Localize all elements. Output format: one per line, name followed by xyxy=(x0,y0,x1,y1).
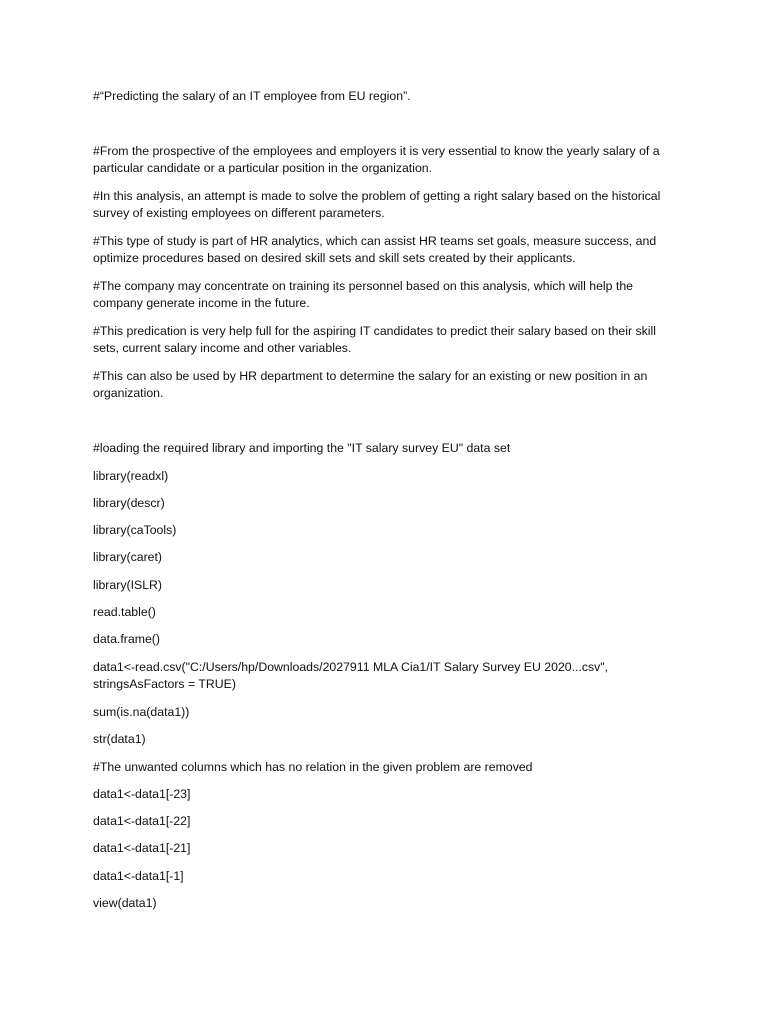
code-line: library(caret) xyxy=(93,550,163,564)
code-comment: #loading the required library and importing the "IT salary survey EU" data set xyxy=(93,441,511,455)
code-line: library(readxl) xyxy=(93,469,169,483)
code-line: library(descr) xyxy=(93,496,165,510)
code-line: view(data1) xyxy=(93,896,157,910)
intro-paragraph: #The company may concentrate on training its personnel based on this analysis, which will help the company generate income in the future. xyxy=(93,279,633,310)
code-line: read.table() xyxy=(93,605,156,619)
intro-paragraph: #This type of study is part of HR analytics, which can assist HR teams set goals, measure success, and optimize procedures based on desired skill sets and skill sets created by their applicants. xyxy=(93,234,657,265)
code-line: data1<-data1[-21] xyxy=(93,841,191,855)
code-line: data1<-data1[-1] xyxy=(93,869,184,883)
code-line: data1<-data1[-22] xyxy=(93,814,191,828)
code-line: data1<-read.csv("C:/Users/hp/Downloads/2027911 MLA Cia1/IT Salary Survey EU 2020...csv", stringsAsFactors = TRUE) xyxy=(93,660,609,691)
code-comment: #The unwanted columns which has no relation in the given problem are removed xyxy=(93,760,533,774)
code-line: sum(is.na(data1)) xyxy=(93,705,190,719)
intro-paragraph: #From the prospective of the employees and employers it is very essential to know the yearly salary of a particular candidate or a particular position in the organization. xyxy=(93,144,660,175)
intro-paragraph: #In this analysis, an attempt is made to solve the problem of getting a right salary based on the historical survey of existing employees on different parameters. xyxy=(93,189,661,220)
code-line: data1<-data1[-23] xyxy=(93,787,191,801)
code-line: data.frame() xyxy=(93,632,160,646)
code-line: str(data1) xyxy=(93,732,146,746)
document-title: #“Predicting the salary of an IT employee from EU region”. xyxy=(93,89,411,103)
intro-paragraph: #This predication is very help full for the aspiring IT candidates to predict their salary based on their skill sets, current salary income and other variables. xyxy=(93,324,656,355)
code-line: library(ISLR) xyxy=(93,578,163,592)
intro-paragraph: #This can also be used by HR department to determine the salary for an existing or new position in an organization. xyxy=(93,369,648,400)
code-line: library(caTools) xyxy=(93,523,177,537)
